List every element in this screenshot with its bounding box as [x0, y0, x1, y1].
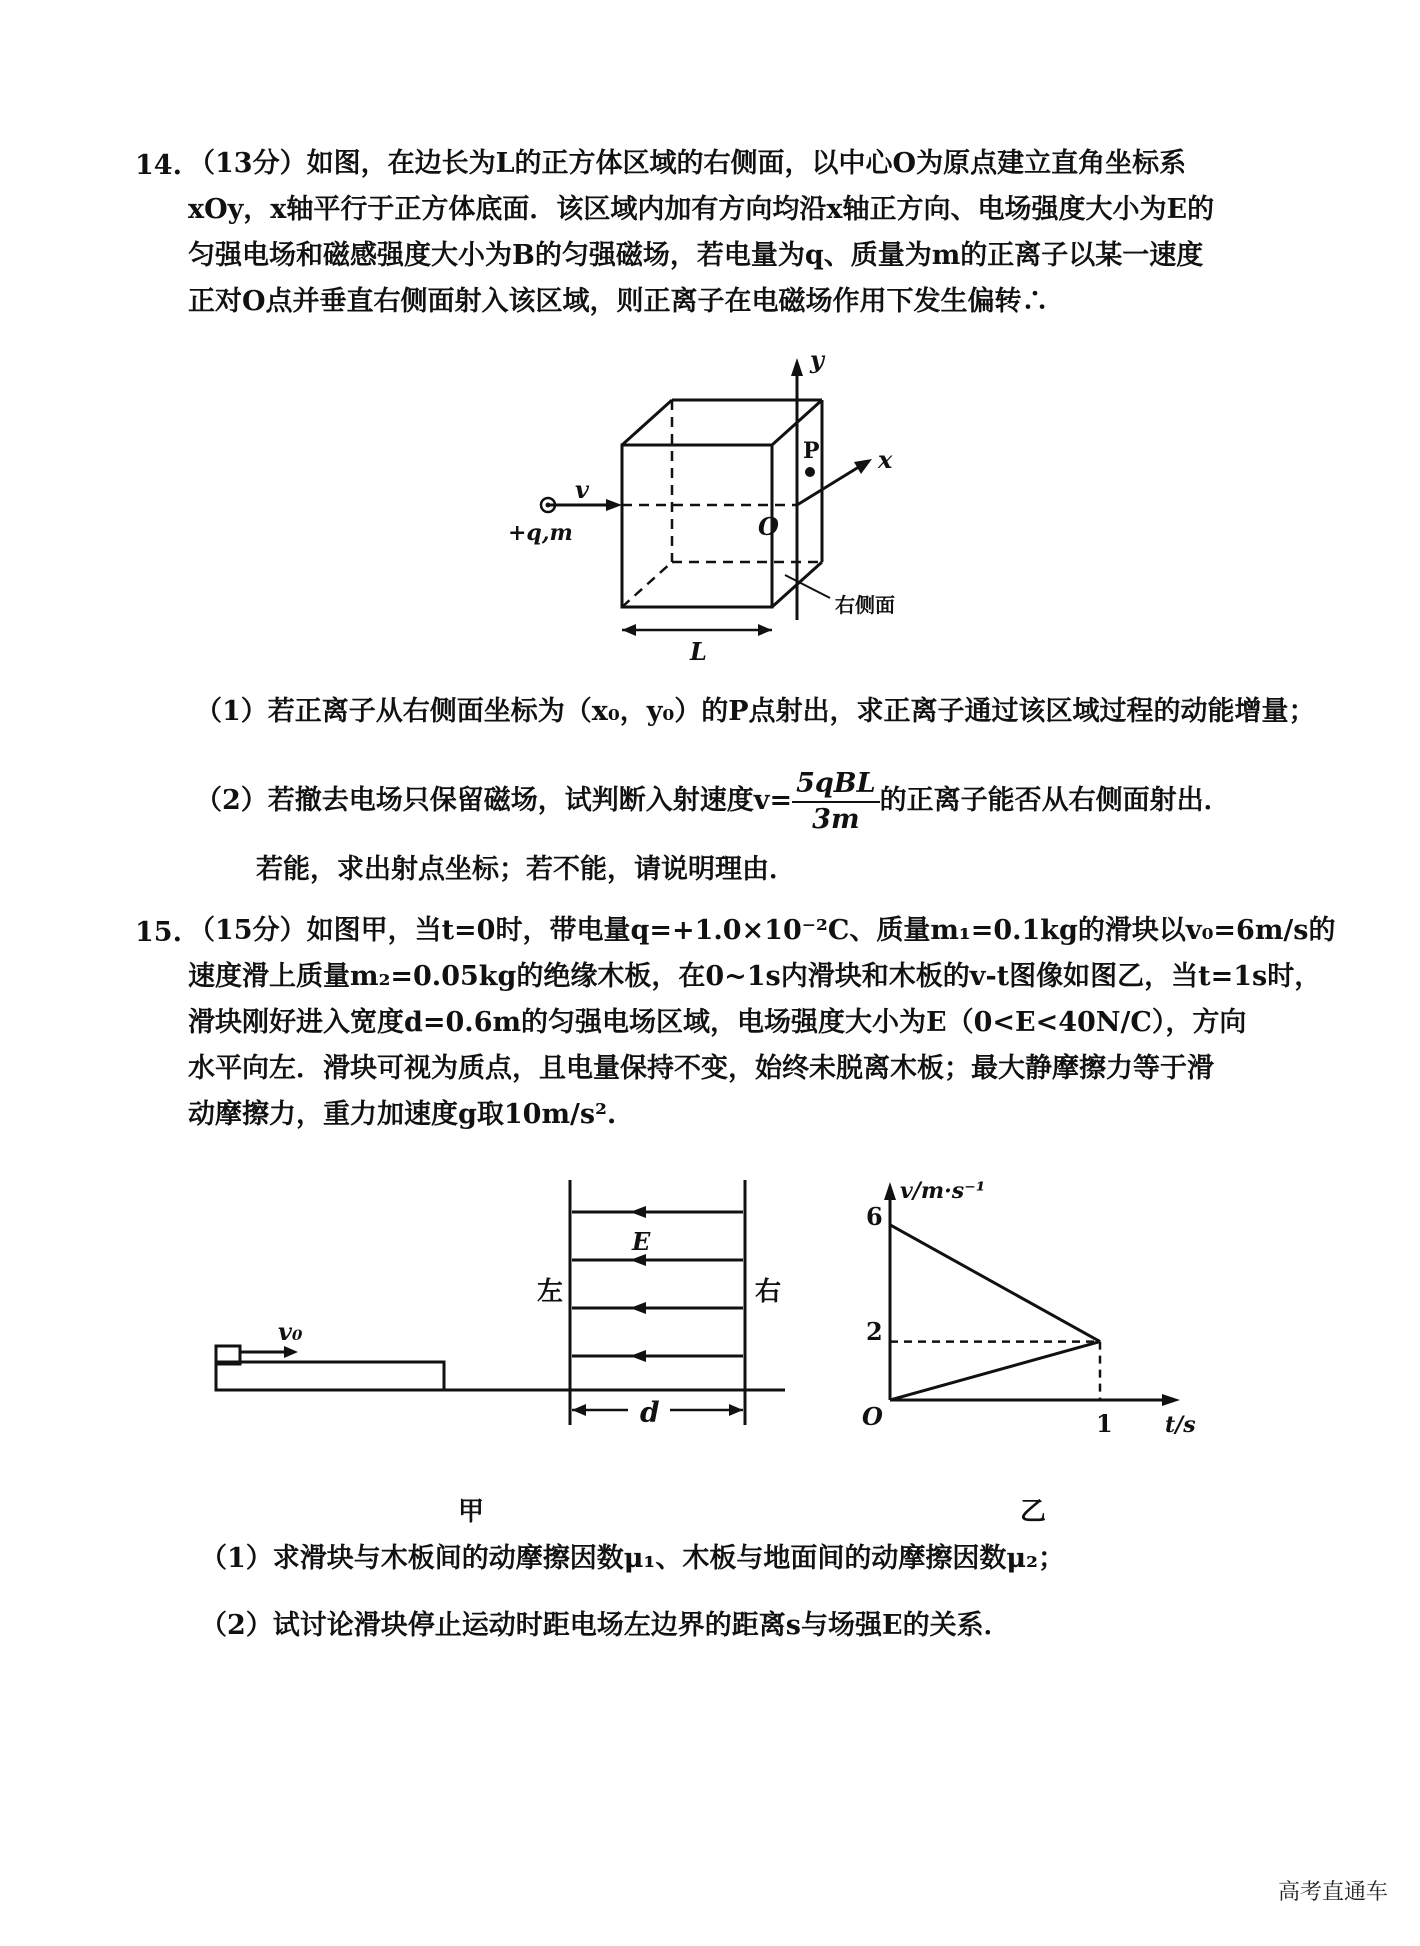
- fraction-numerator: 5qBL: [792, 767, 879, 803]
- y-axis-arrow: [884, 1182, 896, 1200]
- q15-sub1: （1）求滑块与木板间的动摩擦因数μ₁、木板与地面间的动摩擦因数μ₂；: [200, 1543, 1065, 1574]
- q14-line1: （13分）如图，在边长为L的正方体区域的右侧面，以中心O为原点建立直角坐标系: [188, 148, 1187, 179]
- q14-sub2: [195, 756, 1231, 846]
- figure-yi-caption: 乙: [1020, 1497, 1047, 1527]
- charge-mass-label: +q,m: [508, 520, 573, 546]
- x-axis-arrow: [1162, 1394, 1180, 1406]
- velocity-v-label: v: [575, 475, 589, 504]
- vt-ylabel: v/m·s⁻¹: [900, 1178, 986, 1204]
- field-e-label: E: [632, 1227, 651, 1256]
- origin-o-label: O: [758, 512, 779, 541]
- vt-xlabel: t/s: [1165, 1412, 1196, 1438]
- vt-chart: [840, 1160, 1220, 1540]
- right-label: 右: [755, 1277, 782, 1307]
- q14-sub2-line2: 若能，求出射点坐标；若不能，请说明理由．: [256, 854, 796, 885]
- edge-length-label: L: [690, 637, 707, 666]
- q15-line2: 速度滑上质量m₂=0.05kg的绝缘木板，在0~1s内滑块和木板的v-t图像如图乙，当t=1s时，: [188, 961, 1322, 992]
- v0-label: v₀: [278, 1317, 303, 1346]
- q14-line4: 正对O点并垂直右侧面射入该区域，则正离子在电磁场作用下发生偏转∴: [188, 286, 1049, 317]
- series-line-1: [890, 1225, 1100, 1342]
- series-line-2: [890, 1342, 1100, 1400]
- x-axis-label: x: [878, 445, 893, 474]
- q15-line5: 动摩擦力，重力加速度g取10m/s².: [188, 1099, 617, 1130]
- point-p-label: P: [803, 438, 820, 464]
- vt-origin-label: O: [862, 1402, 883, 1431]
- velocity-fraction: [792, 767, 879, 837]
- tick-1-label: 1: [1096, 1409, 1113, 1438]
- width-d-label: d: [640, 1396, 660, 1429]
- right-face-label: 右侧面: [835, 593, 895, 617]
- q15-line1: （15分）如图甲，当t=0时，带电量q=+1.0×10⁻²C、质量m₁=0.1kg的滑块以v₀=6m/s的: [188, 915, 1336, 946]
- q14-sub2-pre: （2）若撤去电场只保留磁场，试判断入射速度v=: [195, 785, 793, 816]
- q15-line4: 水平向左．滑块可视为质点，且电量保持不变，始终未脱离木板；最大静摩擦力等于滑: [188, 1053, 1214, 1084]
- q14-sub2-post: 的正离子能否从右侧面射出．: [879, 785, 1231, 816]
- figure-jia: [200, 1160, 800, 1540]
- q14-sub1: （1）若正离子从右侧面坐标为（x₀，y₀）的P点射出，求正离子通过该区域过程的动能增量；: [195, 696, 1316, 727]
- tick-2-label: 2: [866, 1317, 883, 1346]
- q15-line3: 滑块刚好进入宽度d=0.6m的匀强电场区域，电场强度大小为E（0<E<40N/C），方向: [188, 1007, 1247, 1038]
- tick-6-label: 6: [866, 1202, 883, 1231]
- cube-figure: [480, 350, 940, 680]
- y-axis-label: y: [810, 350, 824, 374]
- fraction-denominator: 3m: [812, 803, 860, 835]
- figure-jia-caption: 甲: [458, 1497, 485, 1527]
- q14-line3: 匀强电场和磁感强度大小为B的匀强磁场，若电量为q、质量为m的正离子以某一速度: [188, 240, 1204, 271]
- q15-number: 15.: [135, 917, 182, 948]
- q14-line2: xOy，x轴平行于正方体底面．该区域内加有方向均沿x轴正方向、电场强度大小为E的: [188, 194, 1215, 225]
- q15-sub2: （2）试讨论滑块停止运动时距电场左边界的距离s与场强E的关系．: [200, 1610, 1011, 1641]
- q14-number: 14.: [135, 150, 182, 181]
- left-label: 左: [537, 1277, 564, 1307]
- footer-watermark: 高考直通车: [1277, 1880, 1388, 1905]
